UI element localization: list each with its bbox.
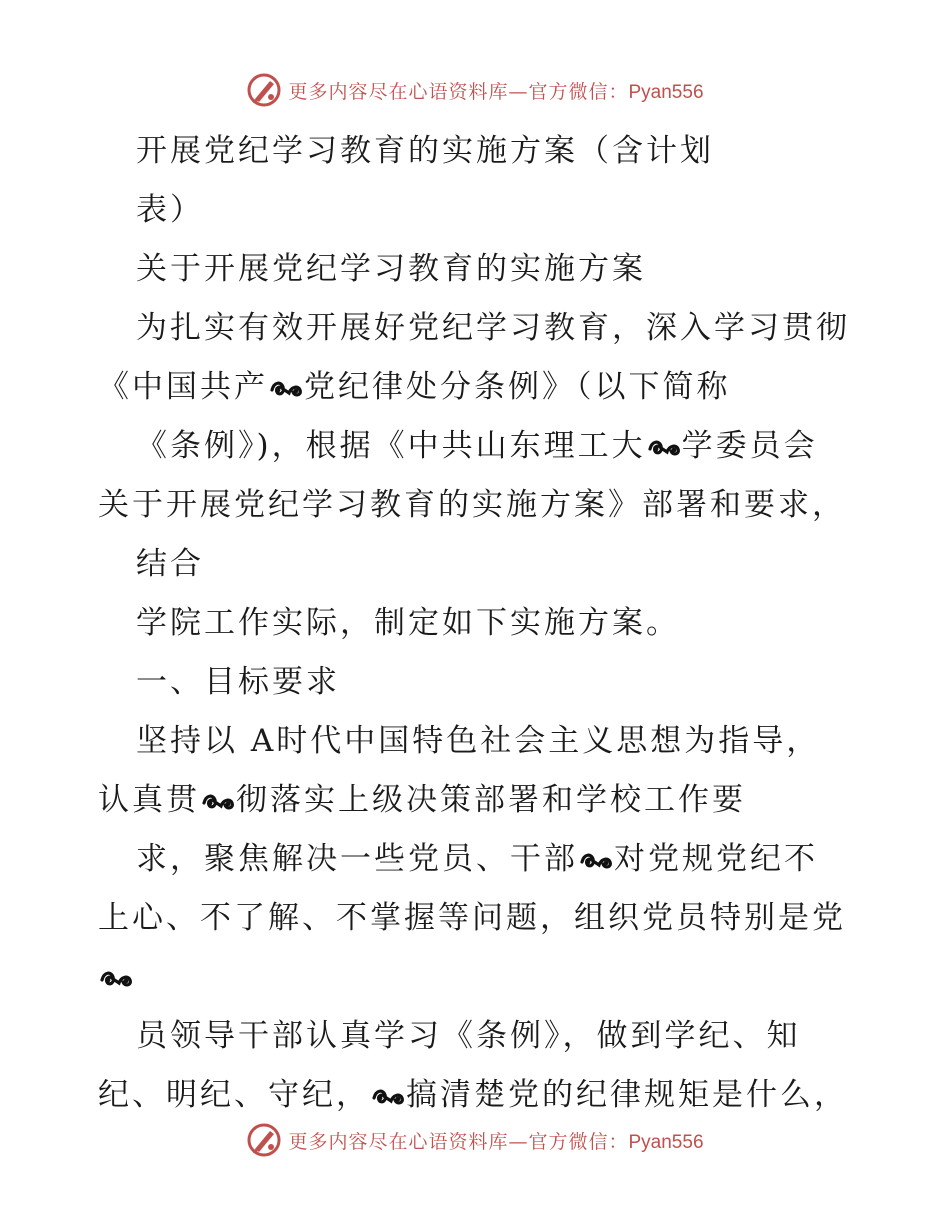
ornament-glyph-icon [647, 436, 681, 458]
paragraph-line: 求，聚焦解决一些党员、干部 对党规党纪不 [136, 841, 818, 877]
doc-title-line-2: 表） [136, 192, 204, 228]
ornament-glyph-icon [371, 1085, 405, 1107]
ornament-glyph-icon [579, 849, 613, 871]
section-heading: 一、目标要求 [136, 664, 340, 700]
banner-text: 更多内容尽在心语资料库—官方微信：Pyan556 [288, 1130, 704, 1153]
paragraph-line: 《中国共产 党纪律处分条例》（以下简称 [98, 369, 731, 405]
banner-wechat-id: Pyan556 [628, 1131, 704, 1153]
pen-circle-logo-icon [246, 72, 282, 108]
ornament-glyph-icon [201, 790, 235, 812]
banner-text: 更多内容尽在心语资料库—官方微信：Pyan556 [288, 80, 704, 103]
paragraph-line [98, 948, 858, 1007]
banner-wechat-id: Pyan556 [628, 81, 704, 103]
ornament-glyph-icon [269, 377, 303, 399]
footer-banner [0, 1120, 950, 1160]
doc-heading: 关于开展党纪学习教育的实施方案 [136, 251, 646, 287]
paragraph-line: 上心、不了解、不掌握等问题，组织党员特别是党 [98, 900, 846, 936]
paragraph-line: 为扎实有效开展好党纪学习教育，深入学习贯彻 [136, 310, 850, 346]
document-body [98, 122, 858, 1125]
paragraph-line: 坚持以 A时代中国特色社会主义思想为指导， [136, 723, 821, 759]
paragraph-line: 关于开展党纪学习教育的实施方案》部署和要求， [98, 487, 846, 523]
paragraph-line: 员领导干部认真学习《条例》，做到学纪、知 [136, 1018, 801, 1054]
paragraph-line: 学院工作实际，制定如下实施方案。 [136, 605, 680, 641]
header-banner [0, 70, 950, 110]
paragraph-line: 《条例》)，根据《中共山东理工大 学委员会 [136, 428, 818, 464]
paragraph-line: 纪、明纪、守纪， 搞清楚党的纪律规矩是什么， [98, 1077, 848, 1113]
paragraph-line: 认真贯 彻落实上级决策部署和学校工作要 [98, 782, 746, 818]
doc-title-line-1: 开展党纪学习教育的实施方案（含计划 [136, 133, 714, 169]
pen-circle-logo-icon [246, 1122, 282, 1158]
paragraph-line: 结合 [136, 546, 204, 582]
ornament-glyph-icon [99, 967, 133, 989]
